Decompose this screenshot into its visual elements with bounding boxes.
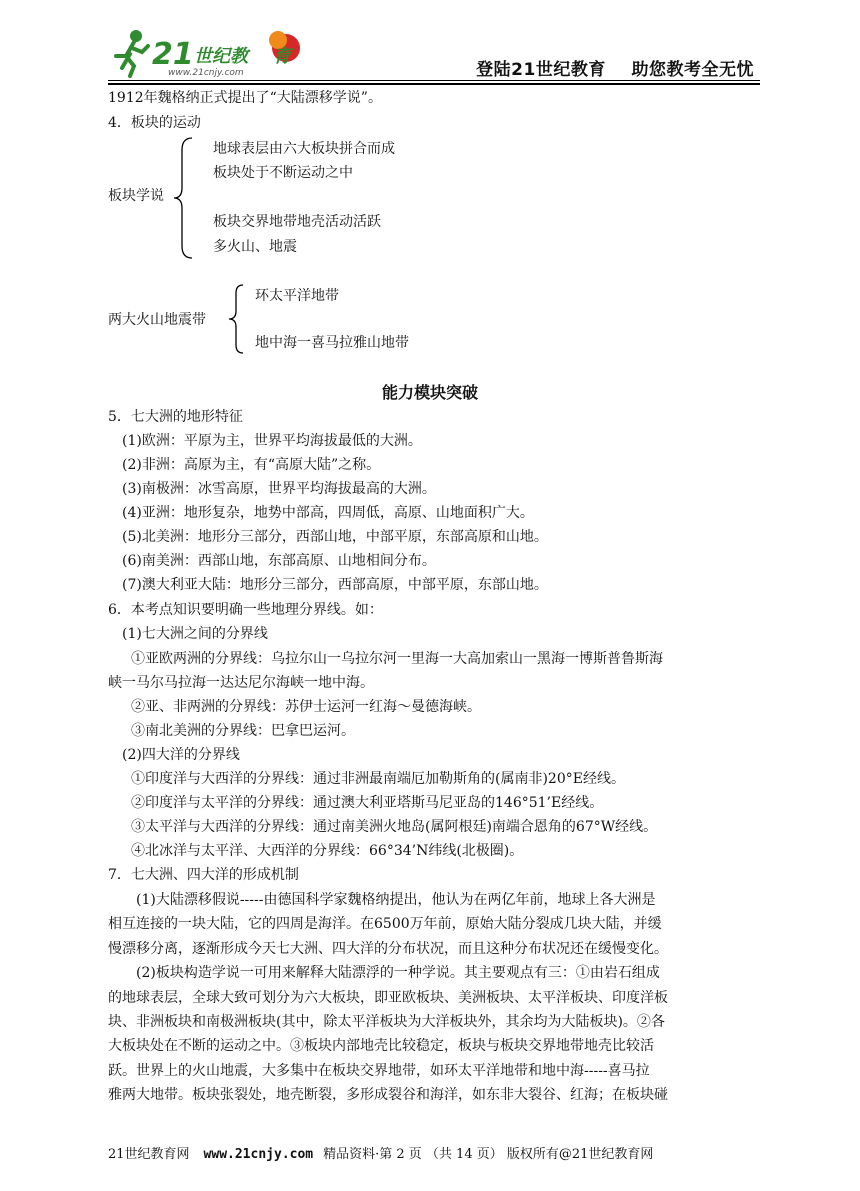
ocean-boundary-item: ②印度洋与太平洋的分界线：通过澳大利亚塔斯马尼亚岛的146°51’E经线。 — [131, 795, 604, 811]
paragraph-line: 块、非洲板块和南极洲板块(其中，除太平洋板块为大洋板块外，其余均为大陆板块)。②各 — [108, 1014, 665, 1030]
paragraph-line: 雅两大地带。板块张裂处，地壳断裂，多形成裂谷和海洋，如东非大裂谷、红海；在板块碰 — [108, 1087, 668, 1103]
header-slogan: 登陆21世纪教育 助您教考全无忧 — [476, 60, 754, 80]
brace-icon — [227, 283, 245, 355]
svg-text:www.21cnjy.com: www.21cnjy.com — [168, 68, 244, 78]
continent-item: (1)欧洲：平原为主，世界平均海拔最低的大洲。 — [122, 433, 422, 449]
boundary-item: ③南北美洲的分界线：巴拿巴运河。 — [131, 723, 355, 739]
page-footer — [108, 1143, 653, 1162]
paragraph-line: 大板块处在不断的运动之中。③板块内部地壳比较稳定，板块与板块交界地带地壳比较活 — [108, 1038, 654, 1054]
boundary-item-cont: 峡一马尔马拉海一达达尼尔海峡一地中海。 — [108, 675, 374, 691]
brace-icon — [172, 136, 194, 260]
section-title: 能力模块突破 — [381, 383, 478, 402]
paragraph-line: (2)板块构造学说一可用来解释大陆漂浮的一种学说。其主要观点有三：①由岩石组成 — [136, 965, 660, 981]
footer-info: 精品资料·第 2 页 （共 14 页） 版权所有@21世纪教育网 — [323, 1147, 654, 1162]
section-4-title: 4．板块的运动 — [108, 115, 201, 131]
belt-item: 地中海一喜马拉雅山地带 — [255, 335, 409, 351]
section-7-title: 7．七大洲、四大洋的形成机制 — [108, 867, 299, 883]
intro-line: 1912年魏格纳正式提出了“大陆漂移学说”。 — [108, 90, 382, 106]
continent-item: (7)澳大利亚大陆：地形分三部分，西部高原，中部平原，东部山地。 — [122, 577, 548, 593]
ocean-boundary-item: ①印度洋与大西洋的分界线：通过非洲最南端厄加勒斯角的(属南非)20°E经线。 — [131, 771, 625, 787]
page-header — [108, 22, 760, 80]
continent-item: (6)南美洲：西部山地，东部高原、山地相间分布。 — [122, 553, 436, 569]
svg-text:育: 育 — [273, 46, 291, 67]
subsection-title: (1)七大洲之间的分界线 — [122, 626, 268, 642]
svg-text:世纪教: 世纪教 — [194, 46, 248, 67]
site-logo — [108, 22, 308, 78]
volcano-belts-label: 两大火山地震带 — [108, 312, 206, 328]
plate-item: 地球表层由六大板块拼合而成 — [213, 141, 395, 157]
header-divider — [108, 80, 760, 85]
paragraph-line: 跃。世界上的火山地震，大多集中在板块交界地带，如环太平洋地带和地中海-----喜马拉 — [108, 1063, 650, 1079]
continent-item: (5)北美洲：地形分三部分，西部山地，中部平原，东部高原和山地。 — [122, 529, 548, 545]
paragraph-line: 的地球表层，全球大致可划分为六大板块，即亚欧板块、美洲板块、太平洋板块、印度洋板 — [108, 990, 668, 1006]
section-6-title: 6．本考点知识要明确一些地理分界线。如： — [108, 602, 383, 618]
continent-item: (2)非洲：高原为主，有“高原大陆”之称。 — [122, 457, 381, 473]
boundary-item: ①亚欧两洲的分界线：乌拉尔山一乌拉尔河一里海一大高加索山一黑海一博斯普鲁斯海 — [131, 651, 663, 667]
paragraph-line: (1)大陆漂移假说-----由德国科学家魏格纳提出，他认为在两亿年前，地球上各大洲是 — [136, 892, 656, 908]
boundary-item: ②亚、非两洲的分界线：苏伊士运河一红海～曼德海峡。 — [131, 699, 481, 715]
footer-url-link[interactable]: www.21cnjy.com — [203, 1147, 314, 1162]
paragraph-line: 慢漂移分离，逐渐形成今天七大洲、四大洋的分布状况，而且这种分布状况还在缓慢变化。 — [108, 941, 668, 957]
ocean-boundary-item: ③太平洋与大西洋的分界线：通过南美洲火地岛(属阿根廷)南端合恩角的67°W经线。 — [131, 819, 658, 835]
subsection-title: (2)四大洋的分界线 — [122, 747, 240, 763]
svg-text:21: 21 — [152, 37, 194, 72]
plate-theory-label: 板块学说 — [108, 188, 164, 204]
plate-item: 板块交界地带地壳活动活跃 — [213, 214, 381, 230]
belt-item: 环太平洋地带 — [255, 288, 339, 304]
section-5-title: 5．七大洲的地形特征 — [108, 409, 243, 425]
footer-site: 21世纪教育网 — [108, 1147, 190, 1162]
plate-item: 多火山、地震 — [213, 239, 297, 255]
paragraph-line: 相互连接的一块大陆，它的四周是海洋。在6500万年前，原始大陆分裂成几块大陆，并缓 — [108, 916, 662, 932]
continent-item: (3)南极洲：冰雪高原，世界平均海拔最高的大洲。 — [122, 481, 436, 497]
ocean-boundary-item: ④北冰洋与太平洋、大西洋的分界线：66°34’N纬线(北极圈)。 — [131, 843, 524, 859]
continent-item: (4)亚洲：地形复杂，地势中部高，四周低，高原、山地面积广大。 — [122, 505, 534, 521]
plate-item: 板块处于不断运动之中 — [213, 165, 353, 181]
